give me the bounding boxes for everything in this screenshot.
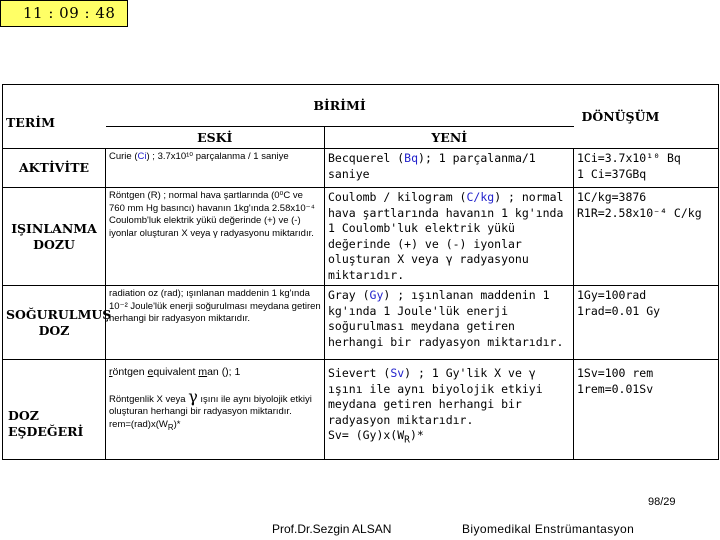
term-activity: AKTİVİTE [3, 149, 106, 188]
new-unit-cell: Sievert (Sv) ; 1 Gy'lik X ve γ ışını ile aynı biyolojik etkiyi meydana getiren herhangi bir radyasyon miktarıdır. $Sv= (Gy)x(W_R)*$ [325, 360, 574, 460]
term-exposure: IŞINLANMA DOZU [3, 188, 106, 286]
header-term: TERİM [3, 85, 106, 149]
conversion-cell: 1Ci=3.7x10¹⁰ Bq 1 Ci=37GBq [574, 149, 719, 188]
conversion-cell: 1Sv=100 rem 1rem=0.01Sv [574, 360, 719, 460]
new-unit-cell: Gray (Gy) ; ışınlanan maddenin 1 kg'ında 1 Joule'lük enerji soğurulması meydana getiren herhangi bir radyasyon miktarıdır. [325, 286, 574, 360]
course-name: Biyomedikal Enstrümantasyon [462, 522, 635, 536]
page-number: 98/29 [648, 496, 676, 508]
header-unit: BİRİMİ [106, 85, 574, 127]
header-new: YENİ [325, 127, 574, 149]
units-table [2, 84, 719, 460]
header-old: ESKİ [106, 127, 325, 149]
author-name: Prof.Dr.Sezgin ALSAN [272, 522, 392, 536]
conversion-cell: 1Gy=100rad 1rad=0.01 Gy [574, 286, 719, 360]
old-unit-cell: radiation oz (rad); ışınlanan maddenin 1 kg'ında 10⁻² Joule'lük enerji soğurulması meydana getiren herhangi bir radyasyon miktarıdır. [106, 286, 325, 360]
term-dose-equivalent: DOZ EŞDEĞERİ [3, 360, 106, 460]
term-absorbed-dose: SOĞURULMUŞ DOZ [3, 286, 106, 360]
conversion-cell: 1C/kg=3876 R1R=2.58x10⁻⁴ C/kg [574, 188, 719, 286]
new-unit-cell: Coulomb / kilogram (C/kg) ; normal hava şartlarında havanın 1 kg'ında 1 Coulomb'luk elektrik yükü değerinde (+) ve (-) iyonlar oluşturan X veya γ radyasyonu miktarıdır. [325, 188, 574, 286]
clock-display: 11 : 09 : 48 [0, 0, 128, 27]
table-row [3, 149, 719, 188]
old-unit-cell: Röntgen (R) ; normal hava şartlarında (0⁰C ve 760 mm Hg basıncı) havanın 1kg'ında 2.58x10⁻⁴ Coulomb'luk elektrik yükü değerinde (+) ve (-) iyonlar oluşturan X veya γ radyasyonu miktarıdır. [106, 188, 325, 286]
old-unit-cell: Curie (Ci) ; 3.7x10¹⁰ parçalanma / 1 saniye [106, 149, 325, 188]
new-unit-cell: Becquerel (Bq); 1 parçalanma/1 saniye [325, 149, 574, 188]
old-unit-cell: röntgen equivalent man (); 1 Röntgenlik X veya γ ışını ile aynı biyolojik etkiyi oluşturan herhangi bir radyasyon miktarıdır. $rem=(rad)x(W_R)*$ [106, 360, 325, 460]
table-row [3, 286, 719, 360]
header-conversion: DÖNÜŞÜM [574, 85, 719, 149]
table-row [3, 360, 719, 460]
table-row [3, 188, 719, 286]
